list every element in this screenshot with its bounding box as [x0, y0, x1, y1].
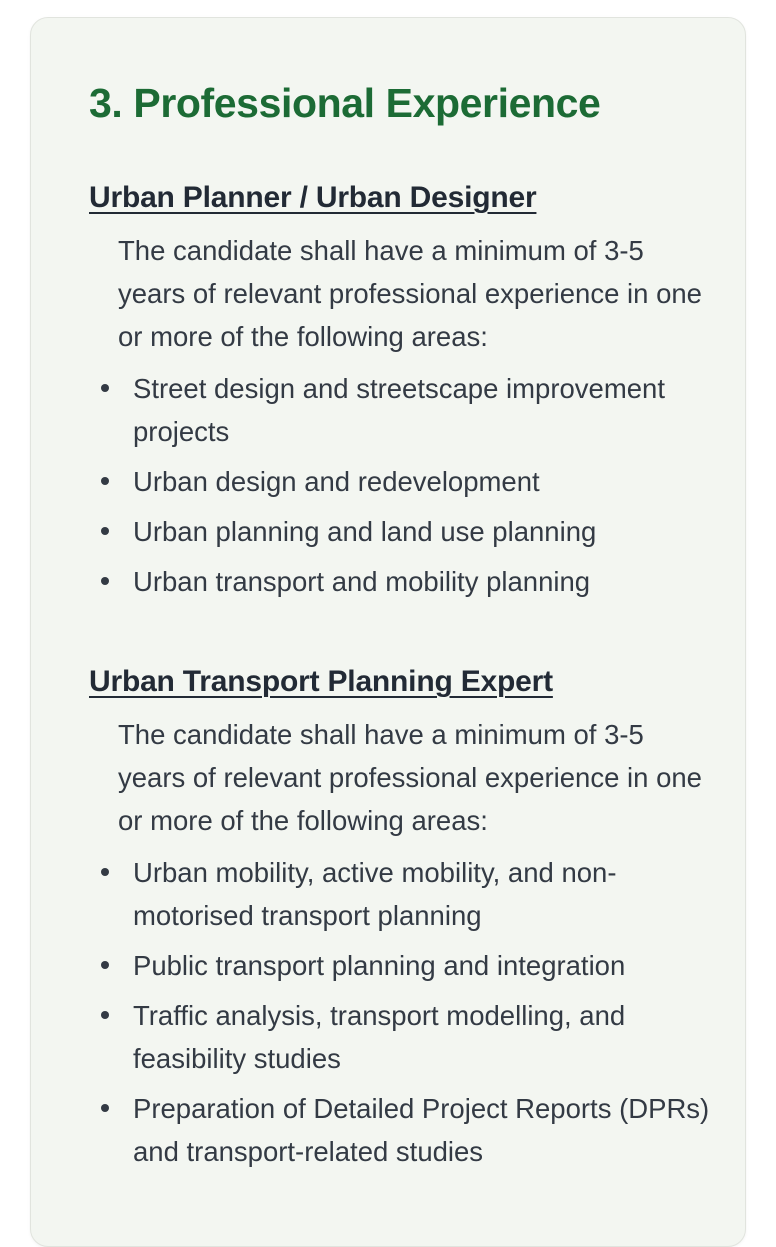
- list-item-text: Urban transport and mobility planning: [133, 566, 591, 597]
- bullet-icon: [101, 868, 109, 876]
- role-intro: The candidate shall have a minimum of 3-5 years of relevant professional experience in one or more of the following areas:: [118, 235, 702, 352]
- bullet-icon: [101, 384, 109, 392]
- role-title: Urban Transport Planning Expert: [89, 665, 553, 698]
- experience-areas-list: [89, 367, 689, 603]
- list-item-text: Urban mobility, active mobility, and non-motorised transport planning: [133, 857, 617, 931]
- list-item-text: Preparation of Detailed Project Reports (DPRs) and transport-related studies: [133, 1093, 710, 1167]
- section-title: 3. Professional Experience: [89, 80, 601, 126]
- experience-areas-list: [89, 851, 710, 1173]
- list-item: [89, 560, 713, 603]
- role-transport-planning-expert: [89, 665, 710, 1180]
- list-item-text: Street design and streetscape improvement projects: [133, 373, 665, 447]
- list-item: [89, 994, 713, 1080]
- list-item-text: Traffic analysis, transport modelling, and feasibility studies: [133, 1000, 626, 1074]
- list-item: [89, 367, 713, 453]
- bullet-icon: [101, 1011, 109, 1019]
- list-item: [89, 1087, 713, 1173]
- list-item-text: Public transport planning and integration: [133, 950, 626, 981]
- bullet-icon: [101, 477, 109, 485]
- role-intro: The candidate shall have a minimum of 3-5 years of relevant professional experience in one or more of the following areas:: [118, 719, 702, 836]
- content-card: [30, 17, 746, 1247]
- list-item: [89, 944, 713, 987]
- list-item-text: Urban design and redevelopment: [133, 466, 540, 497]
- bullet-icon: [101, 577, 109, 585]
- bullet-icon: [101, 527, 109, 535]
- list-item-text: Urban planning and land use planning: [133, 516, 597, 547]
- list-item: [89, 510, 713, 553]
- role-urban-planner: [89, 181, 702, 610]
- list-item: [89, 460, 713, 503]
- bullet-icon: [101, 961, 109, 969]
- role-title: Urban Planner / Urban Designer: [89, 181, 537, 214]
- bullet-icon: [101, 1104, 109, 1112]
- list-item: [89, 851, 713, 937]
